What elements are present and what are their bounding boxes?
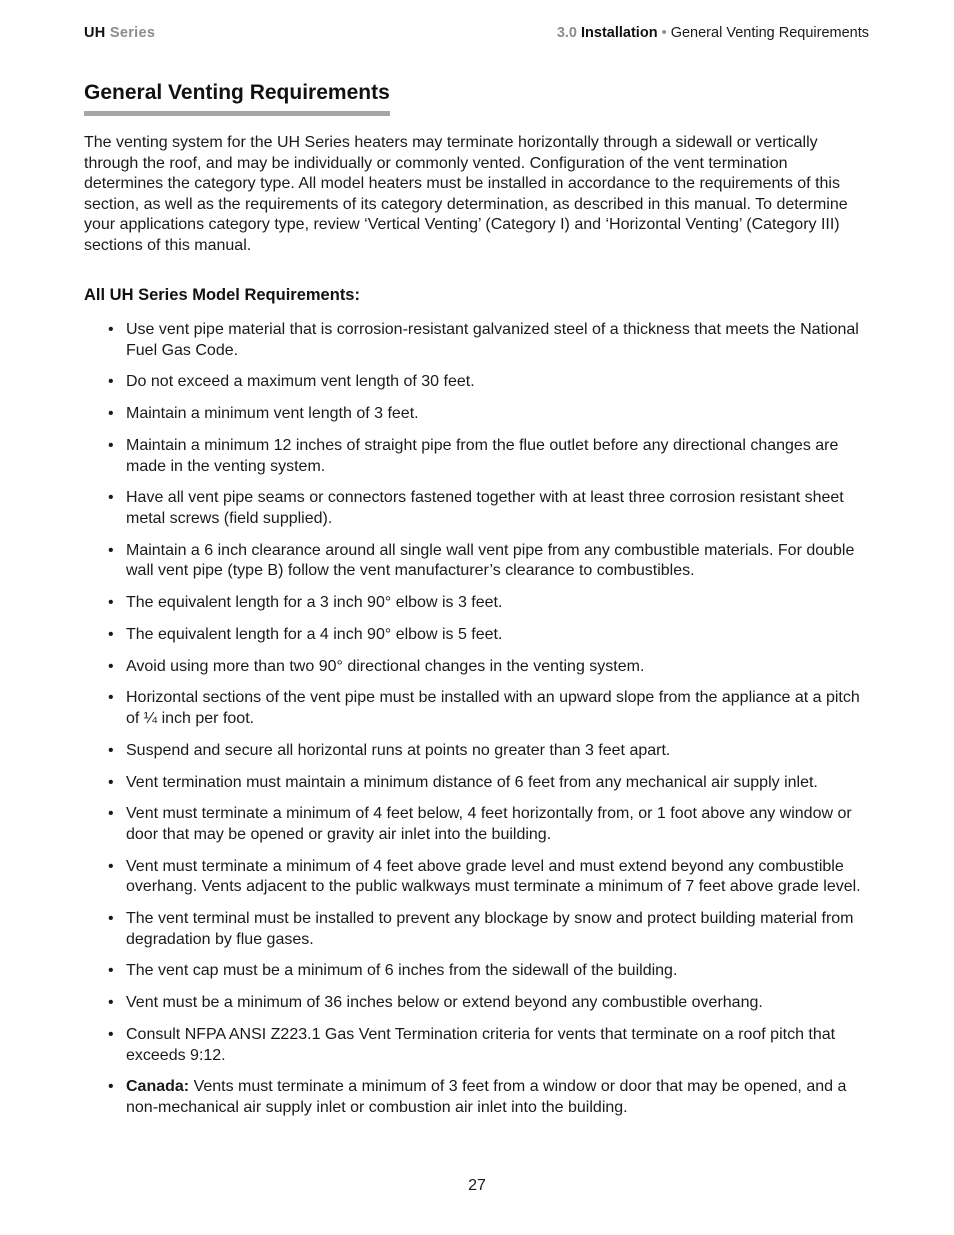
bullet-marker: • (108, 625, 114, 643)
bullet-marker: • (108, 962, 114, 980)
list-item-text: The equivalent length for a 3 inch 90° elbow is 3 feet. (126, 594, 503, 612)
header-subsection: General Venting Requirements (670, 25, 869, 41)
bullet-marker: • (108, 489, 114, 507)
list-item (84, 961, 874, 982)
header-brand: UH (84, 25, 106, 41)
list-item-text: The vent cap must be a minimum of 6 inches from the sidewall of the building. (126, 962, 678, 980)
list-item (84, 688, 874, 729)
canada-text: Vents must terminate a minimum of 3 feet from a window or door that may be opened, and a non-mechanical air supply inlet or combustion air inlet into the building. (126, 1078, 847, 1116)
header-product-name (84, 25, 155, 41)
requirements-heading: All UH Series Model Requirements: (84, 286, 360, 304)
list-item-text: Vent must be a minimum of 36 inches below or extend beyond any combustible overhang. (126, 994, 763, 1012)
list-item (84, 593, 874, 614)
list-item (84, 773, 874, 794)
list-item-text: Vent termination must maintain a minimum distance of 6 feet from any mechanical air supply inlet. (126, 773, 818, 791)
list-item (84, 657, 874, 678)
list-item (84, 804, 874, 845)
list-item (84, 320, 874, 361)
list-item-text: Avoid using more than two 90° directional changes in the venting system. (126, 657, 645, 675)
list-item-text: Vent must terminate a minimum of 4 feet above grade level and must extend beyond any combustible overhang. Vents adjacent to the public walkways must terminate a minimum of 7 feet above grade level. (126, 857, 861, 896)
bullet-marker: • (108, 541, 114, 559)
list-item (84, 993, 874, 1014)
header-section-path (557, 25, 869, 41)
list-item-text: Consult NFPA ANSI Z223.1 Gas Vent Termination criteria for vents that terminate on a roof pitch that exceeds 9:12. (126, 1026, 836, 1064)
list-item (84, 488, 874, 529)
list-item (84, 436, 874, 477)
list-item (84, 857, 874, 898)
list-item (84, 404, 874, 425)
list-item-text: Maintain a 6 inch clearance around all single wall vent pipe from any combustible materials. For double wall vent pipe (type B) follow the vent manufacturer’s clearance to combustibles. (126, 541, 855, 580)
bullet-marker: • (108, 910, 114, 928)
bullet-marker: • (108, 689, 114, 707)
bullet-marker: • (108, 657, 114, 675)
bullet-marker: • (108, 436, 114, 454)
header-separator: • (661, 25, 667, 41)
header-series: Series (109, 25, 156, 41)
page-number: 27 (468, 1177, 486, 1194)
bullet-marker: • (108, 857, 114, 875)
requirements-list (84, 320, 874, 1130)
list-item-text: Use vent pipe material that is corrosion-resistant galvanized steel of a thickness that meets the National Fuel Gas Code. (126, 321, 859, 359)
list-item (84, 741, 874, 762)
list-item-text: Maintain a minimum 12 inches of straight pipe from the flue outlet before any directional changes are made in the venting system. (126, 436, 839, 475)
bullet-marker: • (108, 773, 114, 791)
bullet-marker: • (108, 373, 114, 391)
bullet-marker: • (108, 321, 114, 338)
list-item-text: The equivalent length for a 4 inch 90° elbow is 5 feet. (126, 625, 503, 643)
list-item-text: Horizontal sections of the vent pipe must be installed with an upward slope from the appliance at a pitch of ¼ inch per foot. (126, 689, 860, 727)
list-item (84, 1025, 874, 1066)
page-title: General Venting Requirements (84, 80, 390, 116)
header-section-number: 3.0 (556, 25, 577, 41)
list-item-text: Vent must terminate a minimum of 4 feet below, 4 feet horizontally from, or 1 foot above any window or door that may be opened or gravity air inlet into the building. (126, 805, 852, 843)
bullet-marker: • (108, 741, 114, 759)
bullet-marker: • (108, 1078, 114, 1096)
canada-label: Canada: (126, 1078, 190, 1096)
intro-paragraph: The venting system for the UH Series heaters may terminate horizontally through a sidewall or vertically through the roof, and may be individually or commonly vented. Configuration of the vent termination determines the category type. All model heaters must be installed in accordance to the requirements of this section, as well as the requirements of its category determination, as described in this manual. To determine your applications category type, review ‘Vertical Venting’ (Category I) and ‘Horizontal Venting’ (Category III) sections of this manual. (84, 134, 848, 254)
header-chapter: Installation (581, 25, 658, 41)
list-item (84, 541, 874, 582)
list-item-text: Suspend and secure all horizontal runs at points no greater than 3 feet apart. (126, 741, 671, 759)
list-item-text: The vent terminal must be installed to prevent any blockage by snow and protect building material from degradation by flue gases. (126, 910, 854, 948)
list-item-canada (84, 1077, 874, 1118)
bullet-marker: • (108, 805, 114, 823)
list-item (84, 909, 874, 950)
bullet-marker: • (108, 594, 114, 612)
bullet-marker: • (108, 405, 114, 423)
bullet-marker: • (108, 1026, 114, 1044)
bullet-marker: • (108, 994, 114, 1012)
list-item (84, 625, 874, 646)
list-item-text: Do not exceed a maximum vent length of 30 feet. (126, 373, 475, 391)
list-item-text: Have all vent pipe seams or connectors fastened together with at least three corrosion resistant sheet metal screws (field supplied). (126, 489, 844, 527)
list-item-text: Maintain a minimum vent length of 3 feet. (126, 405, 419, 423)
list-item (84, 372, 874, 393)
